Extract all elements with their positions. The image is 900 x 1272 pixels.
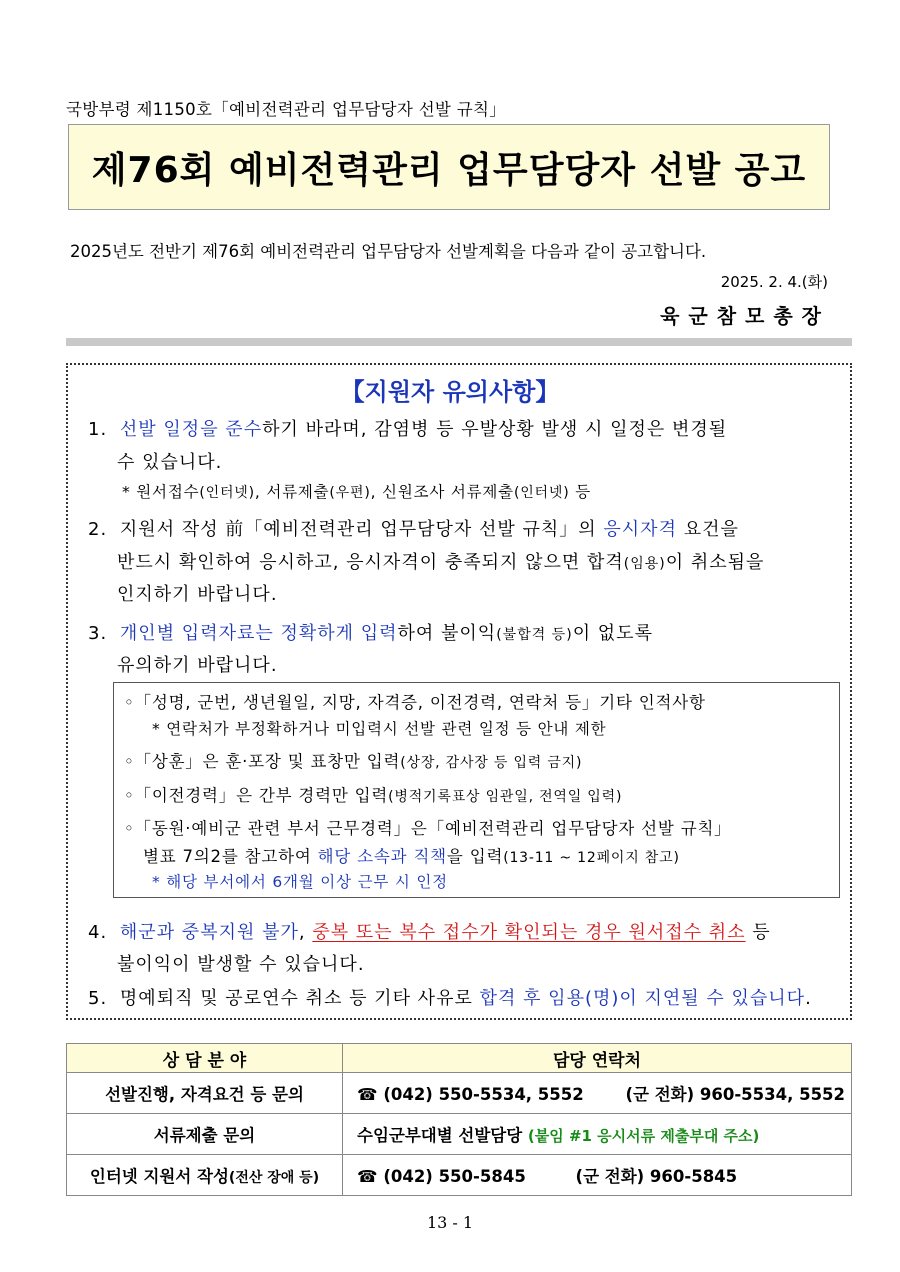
- item-text: .: [805, 988, 812, 1009]
- notice-item-2-line2: [117, 548, 764, 574]
- header-contact: 담당 연락처: [343, 1044, 852, 1073]
- note-text: (우편): [329, 485, 371, 501]
- notice-item-4: [88, 918, 771, 944]
- law-reference: 국방부령 제1150호「예비전력관리 업무담당자 선발 규칙」: [66, 100, 506, 119]
- item-number: 5.: [88, 988, 108, 1009]
- guide-bullet-4-line2: [143, 843, 680, 867]
- item-small-text: (임용): [623, 556, 666, 572]
- notice-item-3-line2: 유의하기 바랍니다.: [117, 655, 278, 676]
- guide-text: 을 입력: [446, 847, 504, 866]
- contact-note: (붙임 #1 응시서류 제출부대 주소): [527, 1127, 760, 1145]
- guide-highlight: 해당 소속과 직책: [317, 847, 447, 866]
- row-field: 선발진행, 자격요건 등 문의: [67, 1073, 343, 1114]
- guide-bullet-2: [124, 748, 582, 772]
- item-highlight: 해군과 중복지원 불가: [119, 922, 299, 943]
- divider-bar: [66, 338, 852, 346]
- note-text: * 원서접수: [122, 483, 200, 501]
- table-header-row: [67, 1044, 852, 1073]
- guide-text: ◦「상훈」은 훈·포장 및 표창만 입력: [124, 752, 401, 771]
- table-row: [67, 1073, 852, 1114]
- item-warning: 중복 또는 복수 접수가 확인되는 경우 원서접수 취소: [312, 922, 746, 943]
- item-number: 4.: [88, 922, 108, 943]
- item-highlight: 응시자격: [603, 519, 677, 540]
- note-text: , 신원조사 서류제출: [370, 483, 514, 501]
- notice-item-1: [88, 415, 727, 441]
- guide-small-text: (상장, 감사장 등 입력 금지): [400, 755, 583, 771]
- guide-text: 별표 7의2를 참고하여: [143, 847, 318, 866]
- guide-bullet-1: ◦「성명, 군번, 생년월일, 지망, 자격증, 이전경력, 연락처 등」기타 인적사항: [124, 693, 706, 712]
- guide-text: ◦「이전경력」은 간부 경력만 입력: [124, 786, 389, 805]
- note-text: 등: [569, 483, 591, 501]
- announcement-date: 2025. 2. 4.(화): [720, 273, 828, 291]
- item-text: 이 없도록: [572, 623, 653, 644]
- telephone-icon: ☎: [357, 1085, 378, 1104]
- guide-bullet-4-note: * 해당 부서에서 6개월 이상 근무 시 인정: [152, 873, 448, 891]
- notice-item-1-note: [122, 480, 591, 502]
- issuing-organization: 육군참모총장: [660, 304, 830, 328]
- item-number: 1.: [88, 419, 108, 440]
- row-field: 서류제출 문의: [67, 1114, 343, 1155]
- notice-title: 【지원자 유의사항】: [340, 378, 560, 406]
- page-title: 제76회 예비전력관리 업무담당자 선발 공고: [91, 149, 807, 191]
- item-text: 명예퇴직 및 공로연수 취소 등 기타 사유로: [119, 988, 480, 1009]
- note-text: , 서류제출: [254, 483, 330, 501]
- item-text: 하여 불이익: [397, 623, 497, 644]
- guide-bullet-1-note: * 연락처가 부정확하거나 미입력시 선발 관련 일정 등 안내 제한: [152, 720, 607, 738]
- notice-item-2-line3: 인지하기 바랍니다.: [117, 584, 278, 605]
- guide-small-text: (병적기록표상 임관일, 전역일 입력): [388, 789, 623, 805]
- item-text: 지원서 작성 前「예비전력관리 업무담당자 선발 규칙」의: [119, 519, 604, 540]
- item-number: 2.: [88, 519, 108, 540]
- item-text: 반드시 확인하여 응시하고, 응시자격이 충족되지 않으면 합격: [117, 552, 624, 573]
- item-highlight: 선발 일정을 준수: [119, 419, 263, 440]
- notice-item-3: [88, 619, 653, 645]
- item-highlight: 합격 후 임용(명)이 지연될 수 있습니다: [479, 988, 806, 1009]
- item-text: 등: [745, 922, 771, 943]
- guide-bullet-4: ◦「동원·예비군 관련 부서 근무경력」은「예비전력관리 업무담당자 선발 규칙」: [124, 819, 732, 838]
- note-text: (인터넷): [513, 485, 570, 501]
- header-field: 상 담 분 야: [67, 1044, 343, 1073]
- title-box: [68, 124, 830, 210]
- military-phone: (군 전화) 960-5534, 5552: [625, 1085, 846, 1104]
- table-row: [67, 1114, 852, 1155]
- military-phone: (군 전화) 960-5845: [575, 1167, 738, 1186]
- notice-item-5: [88, 984, 812, 1010]
- contact-table: [66, 1043, 852, 1196]
- item-text: 이 취소됨을: [665, 552, 765, 573]
- note-text: (인터넷): [199, 485, 255, 501]
- item-text: ,: [298, 922, 313, 943]
- telephone-icon: ☎: [357, 1167, 378, 1186]
- row-contact: [343, 1155, 852, 1196]
- item-text: 하기 바라며, 감염병 등 우발상황 발생 시 일정은 변경될: [262, 419, 728, 440]
- phone-number: (042) 550-5534, 5552: [383, 1085, 584, 1104]
- phone-number: (042) 550-5845: [383, 1167, 526, 1186]
- contact-text: 수임군부대별 선발담당: [357, 1126, 523, 1145]
- item-highlight: 개인별 입력자료는 정확하게 입력: [119, 623, 398, 644]
- field-text: 인터넷 지원서 작성: [89, 1167, 229, 1186]
- item-number: 3.: [88, 623, 108, 644]
- row-contact: [343, 1114, 852, 1155]
- item-text: 요건을: [676, 519, 739, 540]
- row-field: [67, 1155, 343, 1196]
- field-small-text: (전산 장애 등): [228, 1170, 320, 1186]
- guide-small-text: (13-11 ~ 12페이지 참고): [503, 850, 680, 866]
- page-number: 13 - 1: [426, 1213, 474, 1232]
- guide-bullet-3: [124, 782, 622, 806]
- item-small-text: (불합격 등): [496, 627, 573, 643]
- notice-item-2: [88, 515, 739, 541]
- intro-text: 2025년도 전반기 제76회 예비전력관리 업무담당자 선발계획을 다음과 같이 공고합니다.: [70, 242, 707, 261]
- notice-item-1-line2: 수 있습니다.: [117, 452, 223, 473]
- row-contact: [343, 1073, 852, 1114]
- notice-item-4-line2: 불이익이 발생할 수 있습니다.: [117, 954, 365, 975]
- table-row: [67, 1155, 852, 1196]
